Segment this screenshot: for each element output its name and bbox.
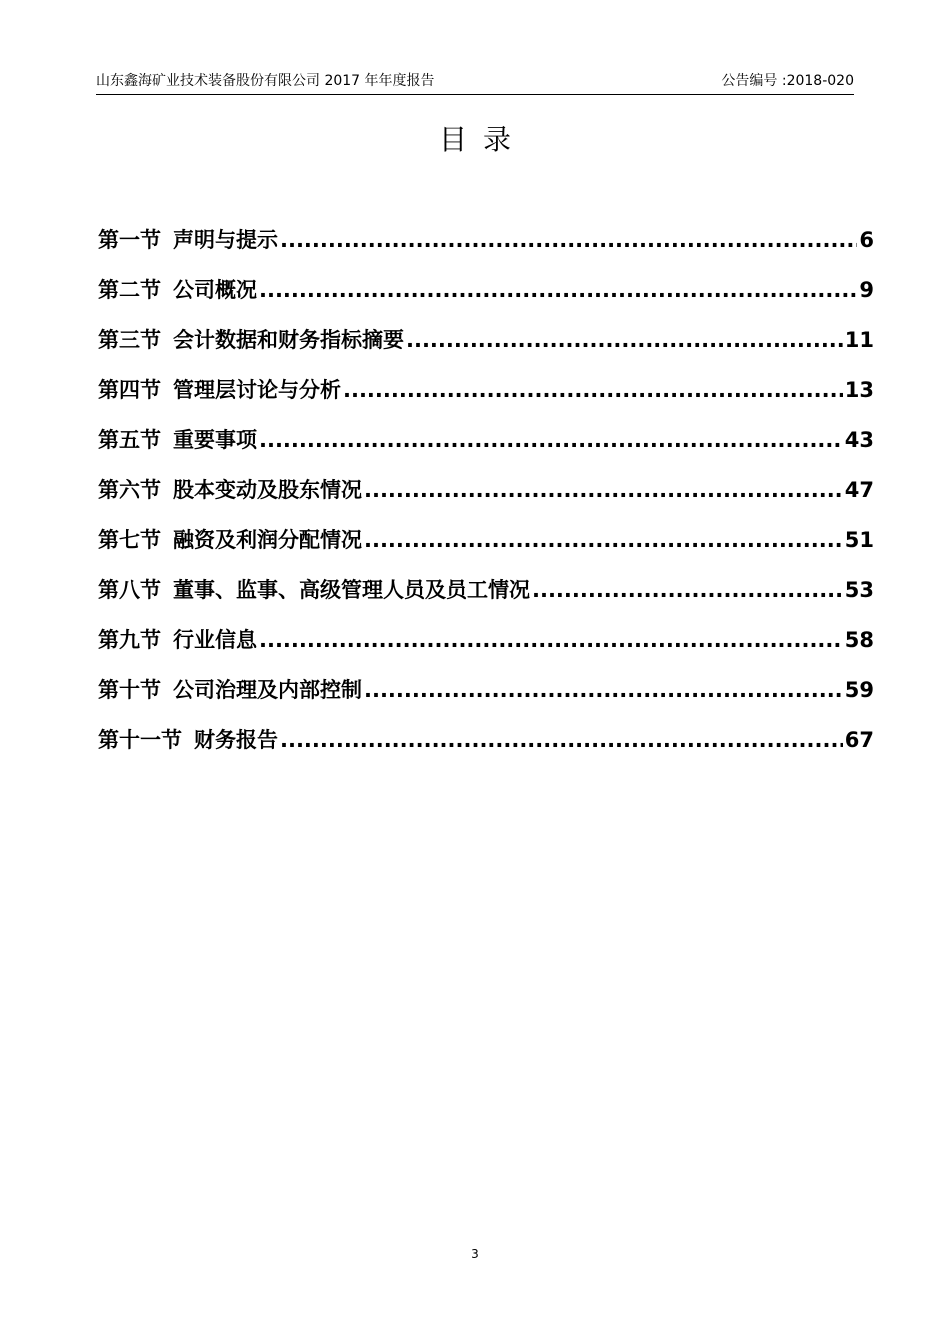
toc-dot-leader [343, 370, 843, 410]
toc-entry-5[interactable] [98, 420, 874, 470]
toc-page-number: 9 [859, 278, 874, 302]
announcement-number: 公告编号 :2018-020 [721, 73, 854, 89]
table-of-contents [98, 220, 874, 770]
page-number: 3 [471, 1247, 479, 1261]
toc-page-number: 11 [844, 328, 874, 352]
toc-section-name: 股本变动及股东情况 [173, 478, 362, 502]
toc-dot-leader [406, 320, 843, 360]
toc-section-label: 第九节 [98, 628, 161, 652]
toc-entry-1[interactable] [98, 220, 874, 270]
toc-dot-leader [280, 720, 843, 760]
toc-entry-11[interactable] [98, 720, 874, 770]
toc-section-label: 第六节 [98, 478, 161, 502]
toc-page-number: 51 [844, 528, 874, 552]
toc-dot-leader [364, 670, 843, 710]
toc-page-number: 67 [844, 728, 874, 752]
toc-dot-leader [259, 420, 843, 460]
toc-section-name: 会计数据和财务指标摘要 [173, 328, 404, 352]
toc-entry-10[interactable] [98, 670, 874, 720]
toc-section-label: 第二节 [98, 278, 161, 302]
toc-page-number: 47 [844, 478, 874, 502]
toc-section-label: 第十节 [98, 678, 161, 702]
toc-dot-leader [532, 570, 843, 610]
toc-entry-4[interactable] [98, 370, 874, 420]
toc-section-name: 行业信息 [173, 628, 257, 652]
toc-section-name: 管理层讨论与分析 [173, 378, 341, 402]
toc-entry-6[interactable] [98, 470, 874, 520]
toc-section-name: 财务报告 [194, 728, 278, 752]
toc-dot-leader [259, 620, 843, 660]
toc-page-number: 58 [844, 628, 874, 652]
toc-page-number: 43 [844, 428, 874, 452]
toc-section-name: 声明与提示 [173, 228, 278, 252]
toc-dot-leader [259, 270, 857, 310]
toc-page-number: 59 [844, 678, 874, 702]
toc-section-name: 重要事项 [173, 428, 257, 452]
toc-page-number: 13 [844, 378, 874, 402]
toc-section-label: 第三节 [98, 328, 161, 352]
toc-dot-leader [364, 470, 843, 510]
toc-entry-9[interactable] [98, 620, 874, 670]
toc-entry-8[interactable] [98, 570, 874, 620]
toc-entry-2[interactable] [98, 270, 874, 320]
toc-section-label: 第八节 [98, 578, 161, 602]
toc-dot-leader [364, 520, 843, 560]
toc-entry-3[interactable] [98, 320, 874, 370]
page-header [96, 70, 854, 95]
toc-page-number: 6 [859, 228, 874, 252]
toc-page-number: 53 [844, 578, 874, 602]
toc-entry-7[interactable] [98, 520, 874, 570]
report-title: 山东鑫海矿业技术装备股份有限公司 2017 年年度报告 [96, 73, 435, 89]
toc-section-label: 第十一节 [98, 728, 182, 752]
toc-section-name: 融资及利润分配情况 [173, 528, 362, 552]
toc-section-name: 公司概况 [173, 278, 257, 302]
toc-section-name: 董事、监事、高级管理人员及员工情况 [173, 578, 530, 602]
toc-section-label: 第一节 [98, 228, 161, 252]
toc-section-label: 第五节 [98, 428, 161, 452]
toc-section-label: 第七节 [98, 528, 161, 552]
toc-section-name: 公司治理及内部控制 [173, 678, 362, 702]
toc-dot-leader [280, 220, 857, 260]
toc-section-label: 第四节 [98, 378, 161, 402]
toc-title: 目录 [438, 123, 527, 156]
